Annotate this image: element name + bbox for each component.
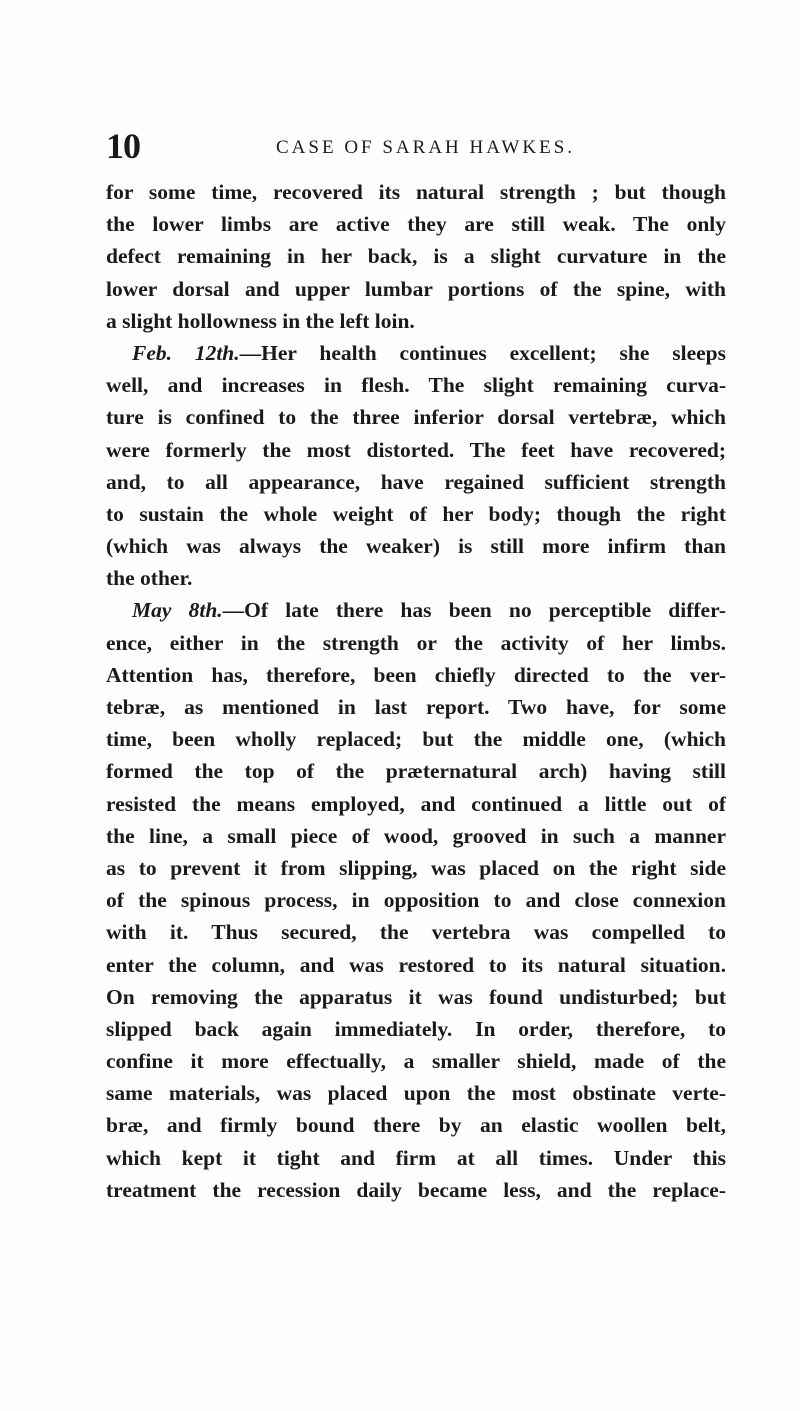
text-line: the lower limbs are active they are still weak. The only <box>106 212 726 237</box>
text-line: Attention has, therefore, been chiefly directed to the ver- <box>106 662 726 687</box>
text-line: defect remaining in her back, is a slight curvature in the <box>106 244 726 269</box>
text-line: for some time, recovered its natural strength ; but though <box>106 180 726 204</box>
text-line: formed the top of the præternatural arch) having still <box>106 759 726 784</box>
text-line: and, to all appearance, have regained sufficient strength <box>106 469 726 494</box>
text-line: slipped back again immediately. In order, therefore, to <box>106 1016 726 1041</box>
text-line: a slight hollowness in the left loin. <box>106 308 415 333</box>
text-line: time, been wholly replaced; but the middle one, (which <box>106 727 726 752</box>
text-line: enter the column, and was restored to its natural situation. <box>106 952 726 977</box>
text-line: ence, either in the strength or the activity of her limbs. <box>106 630 726 655</box>
entry-date: Feb. 12th. <box>132 340 240 365</box>
entry-text: —Her health continues excellent; she sleeps <box>239 340 726 365</box>
text-line: ture is confined to the three inferior dorsal vertebræ, which <box>106 405 726 430</box>
text-line: of the spinous process, in opposition to and close connexion <box>106 888 726 913</box>
entry-date: May 8th. <box>132 598 223 623</box>
text-line: which kept it tight and firm at all times. Under this <box>106 1145 726 1170</box>
text-line: resisted the means employed, and continued a little out of <box>106 791 726 816</box>
text-line: confine it more effectually, a smaller shield, made of the <box>106 1049 726 1074</box>
text-line: tebræ, as mentioned in last report. Two have, for some <box>106 695 726 719</box>
text-line: (which was always the weaker) is still more infirm than <box>106 534 726 559</box>
text-line: same materials, was placed upon the most obstinate verte- <box>106 1081 726 1106</box>
text-line: to sustain the whole weight of her body; though the right <box>106 501 726 526</box>
text-line: with it. Thus secured, the vertebra was compelled to <box>106 920 726 945</box>
text-line: treatment the recession daily became less, and the replace- <box>106 1177 726 1202</box>
text-line: as to prevent it from slipping, was placed on the right side <box>106 855 726 880</box>
body-text <box>106 176 726 1206</box>
page-number: 10 <box>106 126 140 166</box>
text-line: the line, a small piece of wood, grooved in such a manner <box>106 823 726 848</box>
text-line: On removing the apparatus it was found undisturbed; but <box>106 984 726 1009</box>
text-line <box>106 337 726 369</box>
text-line <box>106 594 726 626</box>
text-line: bræ, and firmly bound there by an elastic woollen belt, <box>106 1113 726 1138</box>
entry-text: —Of late there has been no perceptible differ- <box>222 598 726 623</box>
text-line: well, and increases in flesh. The slight remaining curva- <box>106 373 726 398</box>
text-line: were formerly the most distorted. The feet have recovered; <box>106 437 726 462</box>
text-line: lower dorsal and upper lumbar portions of the spine, with <box>106 276 726 301</box>
text-line: the other. <box>106 566 193 591</box>
page-header <box>106 128 726 168</box>
running-head: CASE OF SARAH HAWKES. <box>276 137 576 158</box>
